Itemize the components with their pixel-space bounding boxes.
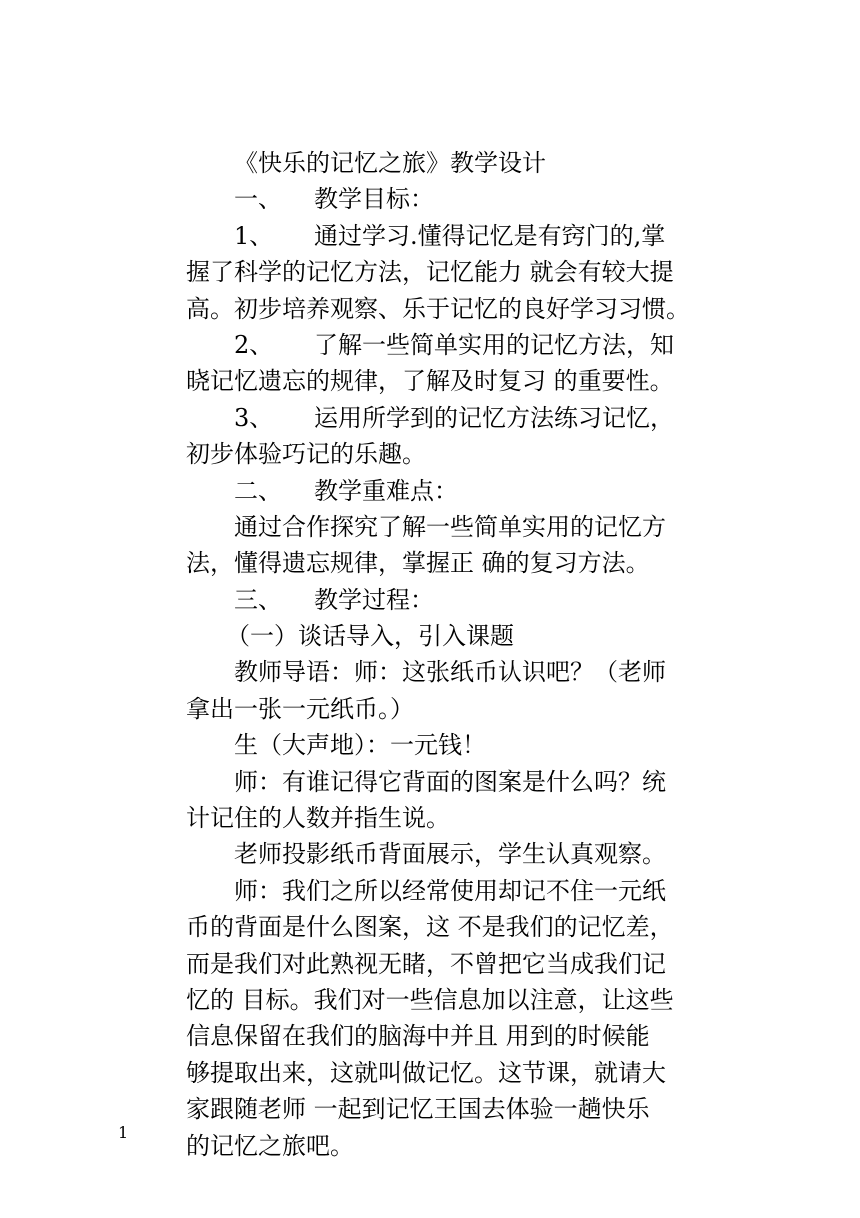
objective-item-2: [186, 327, 678, 363]
section-title: 教学过程：: [314, 585, 434, 614]
paragraph-line: 忆的 目标。我们对一些信息加以注意，让这些: [186, 985, 674, 1014]
section-number: 二、: [234, 476, 282, 505]
paragraph-line: 握了科学的记忆方法，记忆能力 就会有较大提: [186, 258, 674, 287]
section-heading-process: [186, 582, 678, 618]
objective-item-3: [186, 400, 678, 436]
objective-text: 运用所学到的记忆方法练习记忆，: [314, 403, 674, 432]
paragraph-line: 币的背面是什么图案，这 不是我们的记忆差，: [186, 913, 674, 942]
paragraph-line: 高。初步培养观察、乐于记忆的良好学习习惯。: [186, 294, 690, 323]
paragraph-line: 教师导语：师：这张纸币认识吧？（老师: [234, 658, 666, 687]
objective-text: 通过学习.懂得记忆是有窍门的,掌: [314, 221, 666, 250]
objective-item-1: [186, 218, 678, 254]
paragraph-line: 师：我们之所以经常使用却记不住一元纸: [234, 876, 666, 905]
paragraph-line: 够提取出来，这就叫做记忆。这节课，就请大: [186, 1058, 666, 1087]
document-title: 《快乐的记忆之旅》教学设计: [234, 149, 546, 177]
paragraph-line: 家跟随老师 一起到记忆王国去体验一趟快乐: [186, 1095, 650, 1124]
section-heading-objectives: [186, 181, 678, 217]
page-number: 1: [118, 1123, 129, 1142]
document-body: [186, 145, 690, 1164]
paragraph-line: 计记住的人数并指生说。: [186, 804, 450, 833]
objective-number: 1、: [234, 221, 274, 250]
section-number: 三、: [234, 585, 282, 614]
paragraph-line: 老师投影纸币背面展示，学生认真观察。: [234, 840, 666, 869]
paragraph-line: 师：有谁记得它背面的图案是什么吗？统: [234, 767, 666, 796]
paragraph-line: 晓记忆遗忘的规律，了解及时复习 的重要性。: [186, 367, 674, 396]
paragraph-line: 生（大声地）：一元钱！: [234, 731, 486, 760]
objective-number: 2、: [234, 330, 274, 359]
section-title: 教学重难点：: [314, 476, 458, 505]
paragraph-line: 通过合作探究了解一些简单实用的记忆方: [234, 512, 666, 541]
subsection-heading: （一）谈话导入，引入课题: [226, 622, 514, 651]
section-heading-keypoints: [186, 473, 678, 509]
paragraph-line: 法，懂得遗忘规律，掌握正 确的复习方法。: [186, 549, 650, 578]
paragraph-line: 信息保留在我们的脑海中并且 用到的时候能: [186, 1022, 650, 1051]
paragraph-line: 初步体验巧记的乐趣。: [186, 440, 426, 469]
paragraph-line: 而是我们对此熟视无睹，不曾把它当成我们记: [186, 949, 666, 978]
objective-text: 了解一些简单实用的记忆方法，知: [314, 330, 674, 359]
paragraph-line: 的记忆之旅吧。: [186, 1131, 354, 1160]
paragraph-line: 拿出一张一元纸币。）: [186, 694, 414, 723]
section-number: 一、: [234, 185, 282, 214]
section-title: 教学目标：: [314, 185, 434, 214]
objective-number: 3、: [234, 403, 274, 432]
